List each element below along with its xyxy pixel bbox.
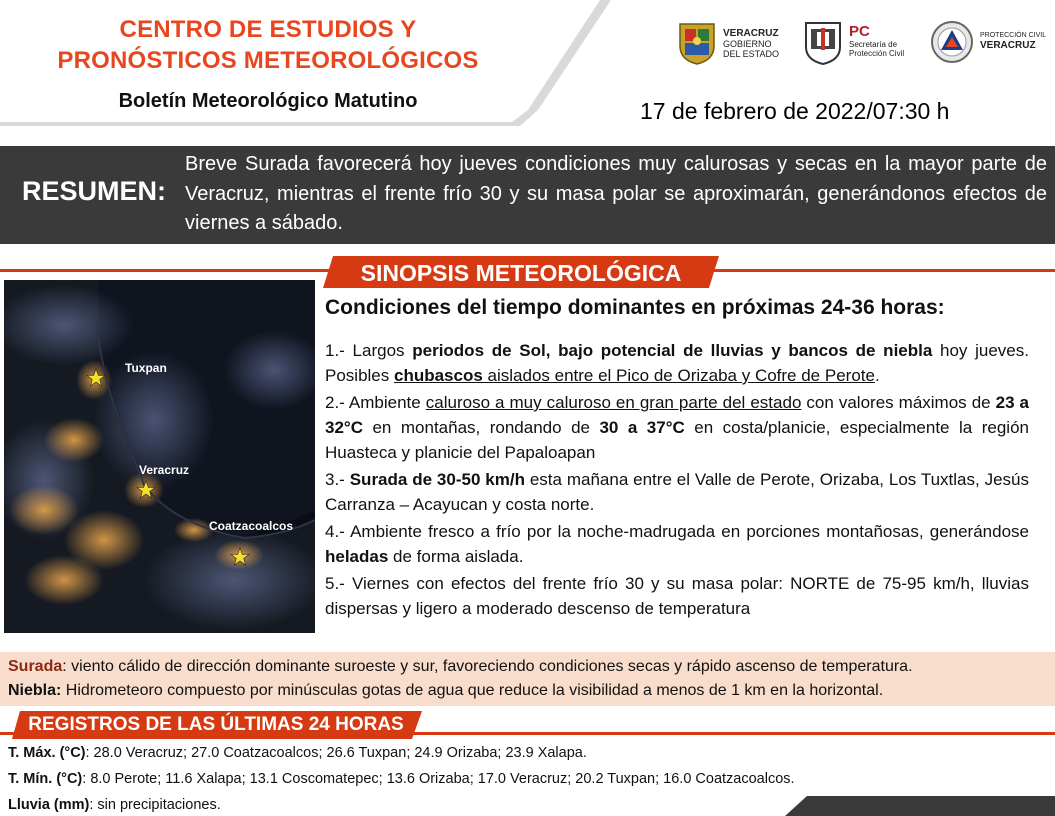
resumen-text: Breve Surada favorecerá hoy jueves condiciones muy calurosas y secas en la mayor parte de Veracruz, mientras el frente frío 30 y su masa polar se aproximarán, generándonos efectos de viernes a sábado.	[185, 153, 1047, 234]
conditions-list	[325, 338, 1029, 623]
veracruz-logo-line3: DEL ESTADO	[723, 49, 780, 59]
definitions-panel	[0, 652, 1055, 706]
satellite-night-map	[4, 280, 315, 633]
condition-item-1: 1.- Largos periodos de Sol, bajo potencial de lluvias y bancos de niebla hoy jueves. Posibles chubascos aislados entre el Pico de Orizaba y Cofre de Perote.	[325, 341, 1029, 385]
pc-logo-acronym: PC	[849, 23, 870, 40]
map-label-veracruz: Veracruz	[139, 463, 190, 477]
organization-title	[0, 14, 536, 76]
registros-title: REGISTROS DE LAS ÚLTIMAS 24 HORAS	[28, 714, 404, 735]
pcv-logo-line1: PROTECCIÓN CIVIL	[980, 32, 1047, 39]
conditions-heading: Condiciones del tiempo dominantes en próximas 24-36 horas:	[325, 296, 945, 319]
resumen-label: RESUMEN:	[22, 176, 167, 206]
proteccion-civil-veracruz-logo	[930, 16, 1048, 68]
condition-item-5: 5.- Viernes con efectos del frente frío 30 y su masa polar: NORTE de 75-95 km/h, lluvias dispersas y ligero a moderado descenso de temperatura	[325, 574, 1029, 618]
definition-surada: Surada: viento cálido de dirección dominante suroeste y sur, favoreciendo condiciones secas y rápido ascenso de temperatura.	[8, 658, 913, 675]
definition-niebla: Niebla: Hidrometeoro compuesto por minúsculas gotas de agua que reduce la visibilidad a menos de 1 km en la horizontal.	[8, 682, 884, 699]
condition-item-3: 3.- Surada de 30-50 km/h esta mañana entre el Valle de Perote, Orizaba, Los Tuxtlas, Jesús Carranza – Acayucan y costa norte.	[325, 470, 1030, 514]
map-label-tuxpan: Tuxpan	[125, 361, 167, 375]
pc-logo-line1: Secretaría de	[849, 40, 898, 49]
org-title-line2: PRONÓSTICOS METEOROLÓGICOS	[57, 47, 479, 74]
map-label-coatzacoalcos: Coatzacoalcos	[209, 519, 294, 533]
bulletin-date: 17 de febrero de 2022/07:30 h	[640, 98, 950, 124]
pcv-logo-line2: VERACRUZ	[980, 40, 1036, 51]
veracruz-shield-icon	[676, 20, 718, 66]
registro-lluvia: Lluvia (mm): sin precipitaciones.	[8, 797, 221, 813]
pc-logo-line2: Protección Civil	[849, 49, 905, 58]
registro-tmax: T. Máx. (°C): 28.0 Veracruz; 27.0 Coatzacoalcos; 26.6 Tuxpan; 24.9 Orizaba; 23.9 Xalapa.	[8, 745, 587, 761]
registro-tmin: T. Mín. (°C): 8.0 Perote; 11.6 Xalapa; 13.1 Coscomatepec; 13.6 Orizaba; 17.0 Veracruz; 20.2 Tuxpan; 16.0 Coatzacoalcos.	[8, 771, 795, 787]
veracruz-logo-line2: GOBIERNO	[723, 39, 772, 49]
veracruz-government-logo	[676, 16, 786, 68]
corner-decoration	[785, 796, 1055, 816]
bulletin-type: Boletín Meteorológico Matutino	[118, 90, 418, 112]
veracruz-logo-line1: VERACRUZ	[723, 28, 779, 39]
sinopsis-title: SINOPSIS METEOROLÓGICA	[360, 260, 682, 286]
proteccion-civil-logo	[803, 16, 913, 68]
org-title-line1: CENTRO DE ESTUDIOS Y	[119, 16, 417, 43]
condition-item-2: 2.- Ambiente caluroso a muy caluroso en gran parte del estado con valores máximos de 23 a 32°C en montañas, rondando de 30 a 37°C en costa/planicie, especialmente la región Huasteca y planicie del Papaloapan	[325, 393, 1030, 462]
pc-emblem-icon	[930, 20, 974, 64]
condition-item-4: 4.- Ambiente fresco a frío por la noche-madrugada en porciones montañosas, generándose heladas de forma aislada.	[325, 522, 1029, 566]
pc-shield-icon	[803, 20, 843, 66]
